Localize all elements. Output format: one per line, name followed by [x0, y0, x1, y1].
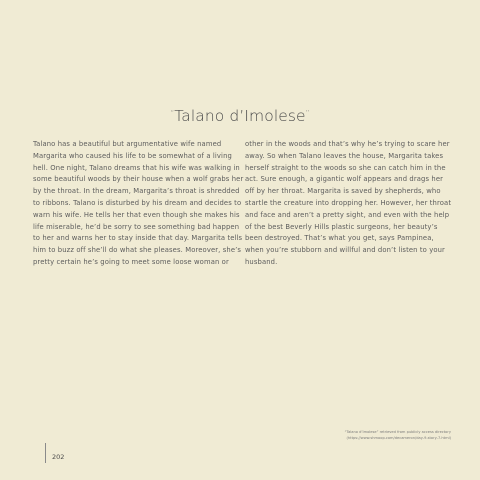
body-column-right — [245, 139, 457, 269]
body-column-left — [33, 139, 245, 269]
body-line: pretty certain he’s going to meet some loose woman or — [33, 257, 229, 266]
body-line: some beautiful woods by their house when a wolf grabs her — [33, 175, 244, 184]
body-line: Talano has a beautiful but argumentative wife named — [33, 140, 222, 148]
body-line: act. Sure enough, a gigantic wolf appears and drags her — [245, 175, 444, 184]
footnote-line: (https://www.shmoop.com/decameron/day-9-story-7.html) — [346, 436, 451, 440]
body-line: him to buzz off she’ll do what she pleases. Moreover, she’s — [33, 246, 242, 255]
story-title — [0, 107, 480, 125]
body-line: when you’re stubborn and willful and don’t listen to your — [245, 246, 445, 255]
title-close-quote: ” — [305, 109, 310, 117]
body-line: been destroyed. That’s what you get, says Pampinea, — [245, 234, 434, 243]
page-number-rule — [45, 443, 46, 463]
footnote-line: “Talano d’Imolese” retrieved from publicly access directory — [344, 430, 451, 434]
title-open-quote: “ — [170, 109, 175, 117]
body-line: hell. One night, Talano dreams that his wife was walking in — [33, 163, 240, 172]
body-line: by the throat. In the dream, Margarita’s throat is shredded — [33, 187, 240, 196]
body-line: warn his wife. He tells her that even though she makes his — [33, 210, 240, 219]
title-text: Talano d’Imolese — [174, 107, 306, 125]
body-line: off by her throat. Margarita is saved by shepherds, who — [245, 187, 441, 196]
body-line: other in the woods and that’s why he’s trying to scare her — [245, 140, 450, 148]
body-line: away. So when Talano leaves the house, Margarita takes — [245, 151, 444, 160]
body-line: Margarita who caused his life to be somewhat of a living — [33, 151, 232, 160]
body-line: life miserable, he’d be sorry to see something bad happen — [33, 222, 240, 231]
body-line: startle the creature into dropping her. However, her throat — [245, 198, 452, 207]
body-line: herself straight to the woods so she can catch him in the — [245, 163, 446, 172]
body-line: to her and warns her to stay inside that day. Margarita tells — [33, 234, 243, 243]
page-number: 202 — [52, 453, 65, 461]
body-line: and face and aren’t a pretty sight, and even with the help — [245, 210, 450, 219]
source-footnote — [345, 429, 451, 441]
body-line: of the best Beverly Hills plastic surgeons, her beauty’s — [245, 222, 438, 231]
body-line: husband. — [245, 257, 278, 266]
body-line: to ribbons. Talano is disturbed by his dream and decides to — [33, 198, 242, 207]
